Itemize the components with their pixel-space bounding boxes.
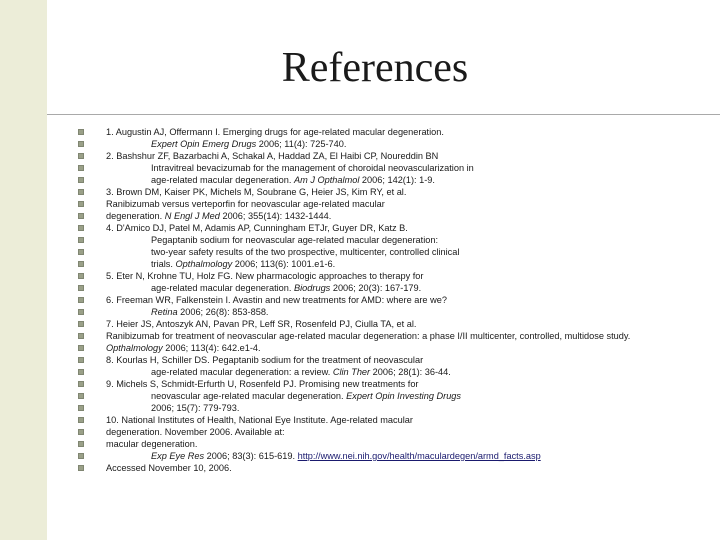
reference-text: 3. Brown DM, Kaiser PK, Michels M, Soubrane G, Heier JS, Kim RY, et al. (106, 187, 407, 197)
reference-text: 10. National Institutes of Health, National Eye Institute. Age-related macular (106, 415, 413, 425)
reference-line (78, 354, 718, 366)
reference-text: 2006; 20(3): 167-179. (330, 283, 422, 293)
reference-line (78, 150, 718, 162)
reference-line (78, 198, 718, 210)
reference-line (78, 426, 718, 438)
reference-text: 2006; 28(1): 36-44. (370, 367, 451, 377)
reference-text: Accessed November 10, 2006. (106, 463, 232, 473)
square-bullet-icon (78, 261, 84, 267)
reference-text: Retina (151, 307, 178, 317)
reference-text: 4. D'Amico DJ, Patel M, Adamis AP, Cunningham ETJr, Guyer DR, Katz B. (106, 223, 408, 233)
reference-text: Ranibizumab for treatment of neovascular age-related macular degeneration: a phase I/II multicenter, controlled, multidose study. (106, 331, 631, 341)
reference-text: Clin Ther (332, 367, 371, 377)
title-divider (47, 114, 720, 115)
reference-text: Opthalmology (106, 343, 163, 353)
reference-line (78, 438, 718, 450)
reference-text: Am J Opthalmol (294, 175, 360, 185)
reference-text: age-related macular degeneration. (151, 283, 295, 293)
square-bullet-icon (78, 165, 84, 171)
reference-line (78, 138, 718, 150)
reference-line (78, 330, 718, 342)
square-bullet-icon (78, 225, 84, 231)
reference-text: 2006; 83(3): 615-619. (204, 451, 298, 461)
square-bullet-icon (78, 237, 84, 243)
square-bullet-icon (78, 297, 84, 303)
reference-text: 1. Augustin AJ, Offermann I. Emerging drugs for age-related macular degeneration. (106, 127, 444, 137)
reference-text: neovascular age-related macular degeneration. (151, 391, 347, 401)
square-bullet-icon (78, 393, 84, 399)
reference-line (78, 282, 718, 294)
square-bullet-icon (78, 273, 84, 279)
reference-text: Exp Eye Res (151, 451, 205, 461)
square-bullet-icon (78, 129, 84, 135)
reference-list (78, 126, 718, 474)
reference-line (78, 174, 718, 186)
reference-link[interactable]: http://www.nei.nih.gov/health/maculardegen/armd_facts.asp (297, 451, 541, 461)
reference-text: two-year safety results of the two prospective, multicenter, controlled clinical (151, 247, 460, 257)
reference-text: 7. Heier JS, Antoszyk AN, Pavan PR, Leff SR, Rosenfeld PJ, Ciulla TA, et al. (106, 319, 417, 329)
square-bullet-icon (78, 345, 84, 351)
square-bullet-icon (78, 153, 84, 159)
reference-line (78, 366, 718, 378)
reference-line (78, 450, 718, 462)
square-bullet-icon (78, 141, 84, 147)
reference-text: Intravitreal bevacizumab for the management of choroidal neovascularization in (151, 163, 474, 173)
square-bullet-icon (78, 465, 84, 471)
reference-line (78, 186, 718, 198)
reference-line (78, 402, 718, 414)
square-bullet-icon (78, 453, 84, 459)
square-bullet-icon (78, 177, 84, 183)
square-bullet-icon (78, 333, 84, 339)
reference-text: 2006; 26(8): 853-858. (177, 307, 269, 317)
reference-text: Opthalmology (175, 259, 233, 269)
reference-line (78, 246, 718, 258)
reference-text: Pegaptanib sodium for neovascular age-related macular degeneration: (151, 235, 439, 245)
reference-line (78, 342, 718, 354)
reference-line (78, 126, 718, 138)
reference-line (78, 222, 718, 234)
square-bullet-icon (78, 321, 84, 327)
reference-text: 2006; 11(4): 725-740. (256, 139, 347, 149)
reference-text: 2. Bashshur ZF, Bazarbachi A, Schakal A, Haddad ZA, El Haibi CP, Noureddin BN (106, 151, 439, 161)
reference-line (78, 270, 718, 282)
reference-line (78, 462, 718, 474)
reference-text: 2006; 142(1): 1-9. (359, 175, 435, 185)
reference-line (78, 162, 718, 174)
reference-text: Ranibizumab versus verteporfin for neovascular age-related macular (106, 199, 385, 209)
reference-text: degeneration. (106, 211, 165, 221)
reference-text: 2006; 113(4): 642.e1-4. (162, 343, 261, 353)
reference-text: age-related macular degeneration. (151, 175, 295, 185)
square-bullet-icon (78, 249, 84, 255)
reference-line (78, 414, 718, 426)
reference-line (78, 378, 718, 390)
reference-line (78, 318, 718, 330)
reference-line (78, 390, 718, 402)
reference-text: 2006; 15(7): 779-793. (151, 403, 240, 413)
slide-left-band (0, 0, 47, 540)
reference-text: 2006; 355(14): 1432-1444. (219, 211, 332, 221)
reference-text: 9. Michels S, Schmidt-Erfurth U, Rosenfeld PJ. Promising new treatments for (106, 379, 419, 389)
reference-line (78, 258, 718, 270)
square-bullet-icon (78, 429, 84, 435)
square-bullet-icon (78, 189, 84, 195)
reference-line (78, 306, 718, 318)
square-bullet-icon (78, 369, 84, 375)
reference-text: Expert Opin Investing Drugs (346, 391, 462, 401)
square-bullet-icon (78, 285, 84, 291)
reference-text: N Engl J Med (164, 211, 220, 221)
slide-title: References (281, 45, 469, 91)
square-bullet-icon (78, 357, 84, 363)
reference-text: age-related macular degeneration: a review. (151, 367, 333, 377)
reference-text: 5. Eter N, Krohne TU, Holz FG. New pharmacologic approaches to therapy for (106, 271, 424, 281)
square-bullet-icon (78, 381, 84, 387)
reference-text: macular degeneration. (106, 439, 198, 449)
reference-line (78, 210, 718, 222)
reference-text: Expert Opin Emerg Drugs (151, 139, 257, 149)
square-bullet-icon (78, 417, 84, 423)
reference-text: trials. (151, 259, 176, 269)
square-bullet-icon (78, 405, 84, 411)
reference-text: 6. Freeman WR, Falkenstein I. Avastin and new treatments for AMD: where are we? (106, 295, 447, 305)
square-bullet-icon (78, 201, 84, 207)
square-bullet-icon (78, 213, 84, 219)
reference-text: degeneration. November 2006. Available at: (106, 427, 285, 437)
square-bullet-icon (78, 441, 84, 447)
reference-text: 2006; 113(6): 1001.e1-6. (232, 259, 336, 269)
reference-line (78, 234, 718, 246)
reference-line (78, 294, 718, 306)
reference-text: 8. Kourlas H, Schiller DS. Pegaptanib sodium for the treatment of neovascular (106, 355, 424, 365)
square-bullet-icon (78, 309, 84, 315)
reference-text: Biodrugs (294, 283, 331, 293)
